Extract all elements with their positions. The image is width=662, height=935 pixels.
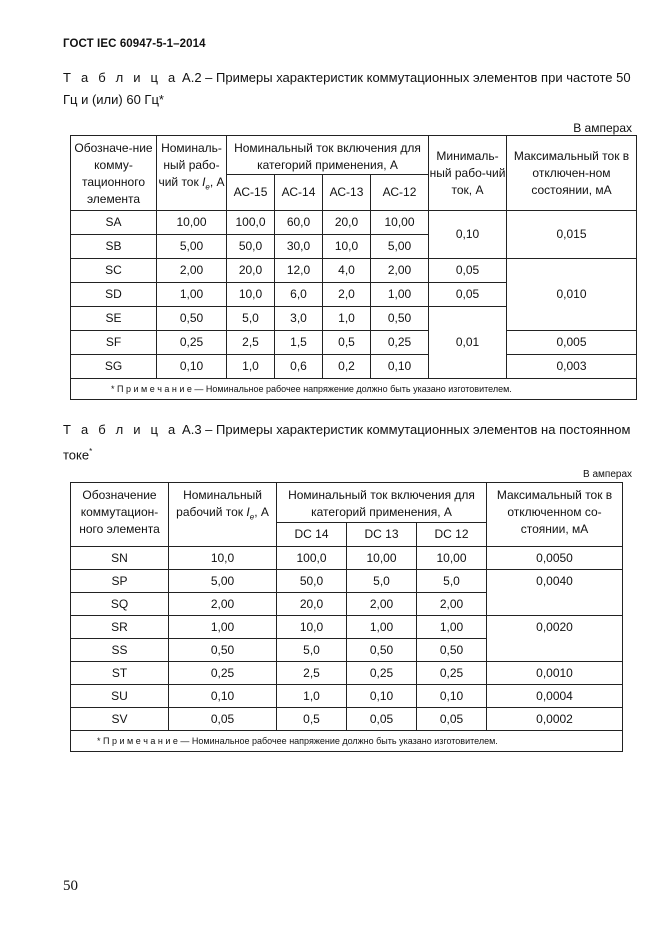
table-row [71,259,637,283]
cell-designation: SB [71,235,157,259]
cell-dc14: 50,0 [277,570,347,593]
cell-designation: SR [71,616,169,639]
cell-ac15: 10,0 [227,283,275,307]
cell-max-off-current: 0,0010 [487,662,623,685]
cell-dc12: 0,25 [417,662,487,685]
table-a3-caption [63,419,637,466]
cell-ac14: 60,0 [275,211,323,235]
cell-designation: SE [71,307,157,331]
table-row [71,662,623,685]
cell-dc13: 1,00 [347,616,417,639]
table-row [71,570,623,593]
cell-designation: SD [71,283,157,307]
cell-ac12: 1,00 [371,283,429,307]
table-row [71,211,637,235]
cell-ac15: 50,0 [227,235,275,259]
table-a3-note: * П р и м е ч а н и е — Номинальное рабочее напряжение должно быть указано изготовителем. [71,731,623,752]
col-header-rated-current: Номинальный рабочий ток $I_e$, А [169,483,277,547]
cell-max-off-current: 0,005 [507,331,637,355]
cell-rated-current: 0,10 [157,355,227,379]
cell-ac12: 0,50 [371,307,429,331]
cell-ac13: 2,0 [323,283,371,307]
cell-designation: SA [71,211,157,235]
cell-max-off-current: 0,015 [507,211,637,259]
col-header-making-current: Номинальный ток включения для категорий применения, А [277,483,487,523]
cell-designation: SF [71,331,157,355]
cell-ac14: 12,0 [275,259,323,283]
cell-ac15: 1,0 [227,355,275,379]
cell-dc13: 5,0 [347,570,417,593]
table-row [71,331,637,355]
cell-ac13: 10,0 [323,235,371,259]
cell-max-off-current: 0,0040 [487,570,623,616]
table-a2 [70,135,637,400]
cell-dc13: 2,00 [347,593,417,616]
cell-ac12: 0,25 [371,331,429,355]
col-header-ac12: АС-12 [371,175,429,211]
table-row [71,547,623,570]
cell-dc14: 100,0 [277,547,347,570]
col-header-ac13: АС-13 [323,175,371,211]
document-code: ГОСТ IEC 60947-5-1–2014 [63,38,206,50]
col-header-designation: Обозначе-ние комму-тационного элемента [71,136,157,211]
cell-designation: SP [71,570,169,593]
cell-max-off-current: 0,003 [507,355,637,379]
cell-max-off-current: 0,0004 [487,685,623,708]
cell-ac14: 1,5 [275,331,323,355]
cell-ac13: 4,0 [323,259,371,283]
cell-dc13: 0,10 [347,685,417,708]
col-header-dc13: DC 13 [347,523,417,547]
col-header-ac15: АС-15 [227,175,275,211]
cell-ac14: 0,6 [275,355,323,379]
cell-dc13: 0,50 [347,639,417,662]
table-a3 [70,482,623,752]
col-header-dc12: DC 12 [417,523,487,547]
table-a2-note: * П р и м е ч а н и е — Номинальное рабочее напряжение должно быть указано изготовителем. [71,379,637,400]
cell-ac13: 1,0 [323,307,371,331]
cell-max-off-current: 0,010 [507,259,637,331]
page-number: 50 [63,878,78,894]
table-a3-caption-label: Т а б л и ц а [63,422,179,437]
col-header-ac14: АС-14 [275,175,323,211]
cell-dc14: 10,0 [277,616,347,639]
cell-ac12: 0,10 [371,355,429,379]
cell-dc12: 0,05 [417,708,487,731]
cell-designation: SQ [71,593,169,616]
col-header-max-off-current: Максимальный ток в отключен-ном состоянии, мА [507,136,637,211]
cell-rated-current: 0,10 [169,685,277,708]
cell-dc14: 0,5 [277,708,347,731]
cell-dc12: 10,00 [417,547,487,570]
table-row [71,355,637,379]
cell-ac12: 2,00 [371,259,429,283]
cell-max-off-current: 0,0002 [487,708,623,731]
cell-designation: ST [71,662,169,685]
cell-dc14: 5,0 [277,639,347,662]
table-a2-caption-text: А.2 – Примеры характеристик коммутационных элементов при частоте 50 Гц и (или) 60 Гц* [63,70,631,107]
table-row [71,616,623,639]
cell-dc14: 2,5 [277,662,347,685]
table-a2-units: В амперах [573,121,632,135]
cell-rated-current: 10,00 [157,211,227,235]
cell-min-current: 0,10 [429,211,507,259]
table-a2-caption-label: Т а б л и ц а [63,70,179,85]
cell-designation: SU [71,685,169,708]
cell-max-off-current: 0,0050 [487,547,623,570]
cell-dc14: 1,0 [277,685,347,708]
cell-min-current: 0,01 [429,307,507,379]
cell-dc13: 0,05 [347,708,417,731]
cell-dc12: 1,00 [417,616,487,639]
cell-rated-current: 2,00 [157,259,227,283]
cell-rated-current: 1,00 [169,616,277,639]
cell-min-current: 0,05 [429,283,507,307]
cell-rated-current: 0,05 [169,708,277,731]
cell-dc12: 5,0 [417,570,487,593]
cell-ac15: 100,0 [227,211,275,235]
cell-rated-current: 0,50 [157,307,227,331]
table-a2-caption [63,67,637,111]
cell-dc13: 0,25 [347,662,417,685]
cell-dc12: 2,00 [417,593,487,616]
cell-designation: SV [71,708,169,731]
cell-min-current: 0,05 [429,259,507,283]
cell-rated-current: 2,00 [169,593,277,616]
cell-ac14: 30,0 [275,235,323,259]
col-header-max-off-current: Максимальный ток в отключенном со-стоянии, мА [487,483,623,547]
table-a3-units: В амперах [583,469,632,480]
cell-ac15: 5,0 [227,307,275,331]
cell-dc13: 10,00 [347,547,417,570]
cell-rated-current: 0,25 [169,662,277,685]
cell-max-off-current: 0,0020 [487,616,623,662]
cell-ac15: 20,0 [227,259,275,283]
table-a3-caption-text: А.3 – Примеры характеристик коммутационных элементов на постоянном токе [63,422,631,463]
cell-designation: SG [71,355,157,379]
cell-ac13: 20,0 [323,211,371,235]
cell-ac13: 0,5 [323,331,371,355]
cell-ac14: 6,0 [275,283,323,307]
cell-rated-current: 0,50 [169,639,277,662]
table-a3-caption-star: * [89,447,93,456]
cell-rated-current: 0,25 [157,331,227,355]
cell-dc12: 0,10 [417,685,487,708]
table-row [71,685,623,708]
cell-dc14: 20,0 [277,593,347,616]
cell-designation: SN [71,547,169,570]
col-header-min-current: Минималь-ный рабо-чий ток, А [429,136,507,211]
table-row [71,708,623,731]
cell-ac15: 2,5 [227,331,275,355]
cell-rated-current: 5,00 [157,235,227,259]
cell-rated-current: 5,00 [169,570,277,593]
cell-ac12: 10,00 [371,211,429,235]
cell-ac13: 0,2 [323,355,371,379]
col-header-making-current: Номинальный ток включения для категорий применения, А [227,136,429,175]
cell-rated-current: 10,0 [169,547,277,570]
cell-dc12: 0,50 [417,639,487,662]
col-header-designation: Обозначение коммутацион-ного элемента [71,483,169,547]
cell-ac14: 3,0 [275,307,323,331]
col-header-rated-current: Номиналь-ный рабо-чий ток $I_e$, А [157,136,227,211]
col-header-dc14: DC 14 [277,523,347,547]
cell-designation: SS [71,639,169,662]
cell-ac12: 5,00 [371,235,429,259]
cell-rated-current: 1,00 [157,283,227,307]
cell-designation: SC [71,259,157,283]
